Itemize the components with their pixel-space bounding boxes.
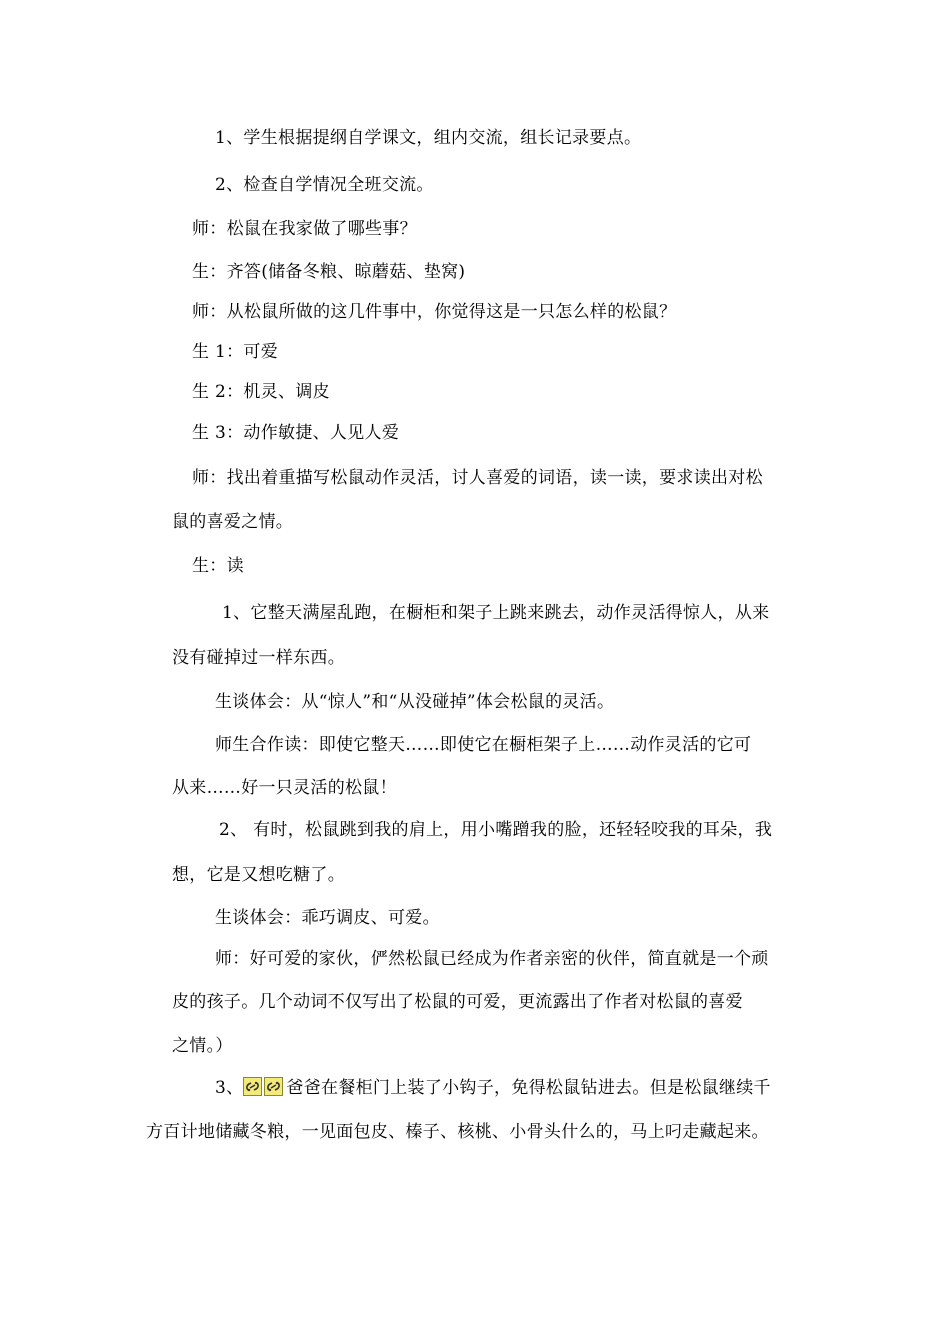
hyperlink-icon[interactable] (264, 1077, 283, 1096)
text-line: 生谈体会：乖巧调皮、可爱。 (215, 908, 440, 928)
text-line: 生谈体会：从“惊人”和“从没碰掉”体会松鼠的灵活。 (215, 692, 615, 712)
text-line: 生 1：可爱 (192, 342, 279, 362)
paragraph-3-text: 爸爸在餐柜门上装了小钩子，免得松鼠钻进去。但是松鼠继续千 (286, 1078, 771, 1098)
hyperlink-icon[interactable] (243, 1077, 262, 1096)
text-line: 之情。） (172, 1036, 233, 1056)
text-line: 师：好可爱的家伙，俨然松鼠已经成为作者亲密的伙伴，简直就是一个顽 (215, 949, 769, 969)
hyperlink-icons (243, 1077, 285, 1103)
text-line: 没有碰掉过一样东西。 (172, 648, 345, 668)
text-line: 方百计地储藏冬粮，一见面包皮、榛子、核桃、小骨头什么的，马上叼走藏起来。 (146, 1122, 769, 1142)
text-line: 生：读 (192, 556, 244, 576)
text-line: 师：从松鼠所做的这几件事中，你觉得这是一只怎么样的松鼠？ (192, 302, 677, 322)
paragraph-3-prefix: 3、 (215, 1078, 244, 1098)
text-line: 生：齐答(储备冬粮、晾蘑菇、垫窝) (192, 262, 466, 282)
text-line: 师：松鼠在我家做了哪些事？ (192, 219, 417, 239)
text-line: 1、它整天满屋乱跑，在橱柜和架子上跳来跳去，动作灵活得惊人，从来 (222, 603, 770, 623)
text-line: 从来……好一只灵活的松鼠！ (172, 778, 397, 798)
text-line: 生 3：动作敏捷、人见人爱 (192, 423, 400, 443)
text-line: 师：找出着重描写松鼠动作灵活，讨人喜爱的词语，读一读，要求读出对松 (192, 468, 763, 488)
text-line: 2、检查自学情况全班交流。 (215, 175, 434, 195)
text-line: 1、学生根据提纲自学课文，组内交流，组长记录要点。 (215, 128, 642, 148)
text-line: 师生合作读：即使它整天……即使它在橱柜架子上……动作灵活的它可 (215, 735, 752, 755)
text-line: 想，它是又想吃糖了。 (172, 865, 345, 885)
text-line: 2、 有时，松鼠跳到我的肩上，用小嘴蹭我的脸，还轻轻咬我的耳朵，我 (219, 820, 773, 840)
text-line: 皮的孩子。几个动词不仅写出了松鼠的可爱，更流露出了作者对松鼠的喜爱 (172, 992, 743, 1012)
text-line: 生 2：机灵、调皮 (192, 382, 330, 402)
text-line: 鼠的喜爱之情。 (172, 512, 294, 532)
paragraph-3-line (215, 1076, 771, 1103)
